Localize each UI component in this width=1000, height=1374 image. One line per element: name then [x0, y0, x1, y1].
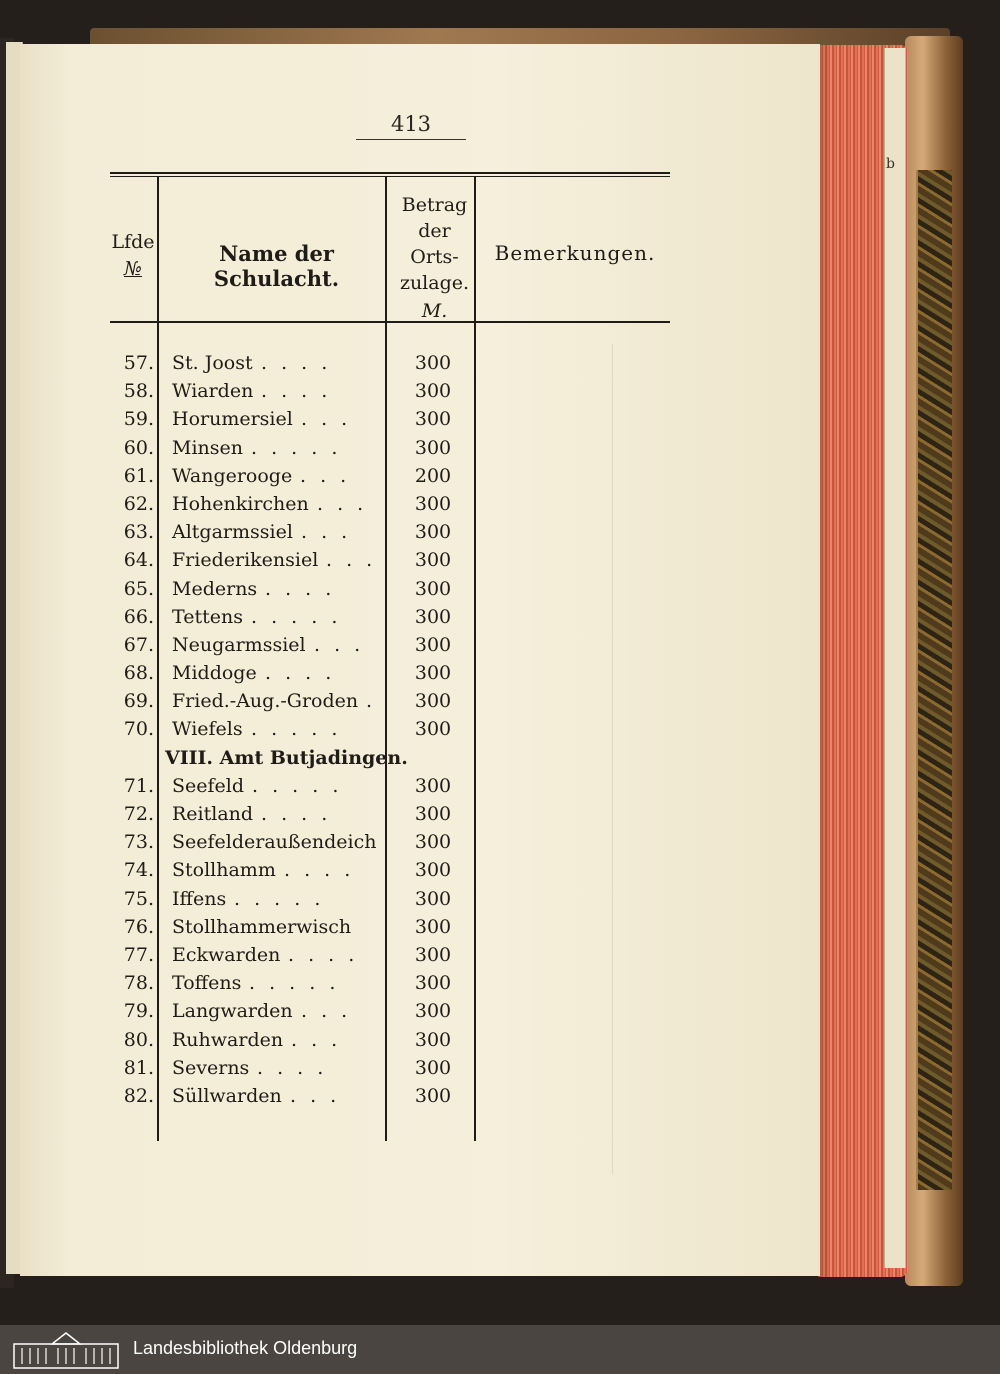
- row-number: 69.: [123, 690, 154, 713]
- school-name: Seefelderaußendeich: [172, 831, 377, 854]
- school-name: Langwarden: [172, 1000, 293, 1023]
- allowance-amount: 300: [414, 662, 452, 685]
- table-header-rule: [110, 321, 670, 323]
- table-row: [20, 1027, 820, 1055]
- row-number: 72.: [123, 803, 154, 825]
- leader-dots: . . .: [326, 549, 377, 572]
- table-row: [20, 378, 820, 406]
- allowance-amount: 300: [414, 803, 452, 825]
- school-name: Minsen: [172, 436, 243, 459]
- allowance-amount: 300: [414, 831, 452, 854]
- footer-library-name: Landesbibliothek Oldenburg: [133, 1338, 358, 1358]
- allowance-amount: 300: [414, 859, 452, 882]
- table-row: [20, 998, 820, 1026]
- school-name: Süllwarden: [172, 1084, 282, 1107]
- row-number: 73.: [123, 831, 154, 854]
- table-row: [20, 942, 820, 970]
- allowance-amount: 300: [414, 352, 452, 374]
- table-row: [20, 547, 820, 575]
- inserted-slip: [884, 48, 906, 1268]
- leader-dots: .: [366, 690, 377, 713]
- table-row: [20, 350, 820, 378]
- row-number: 59.: [123, 408, 154, 431]
- school-name: Stollhamm: [172, 859, 276, 882]
- row-number: 61.: [123, 464, 154, 487]
- header-betrag: [392, 192, 477, 324]
- header-betrag-line2: der: [418, 220, 451, 242]
- table-row: [20, 1055, 820, 1083]
- school-name: Wiefels: [172, 718, 243, 741]
- row-number: 76.: [123, 915, 154, 938]
- leader-dots: . . . .: [265, 662, 336, 685]
- allowance-amount: 300: [414, 1056, 452, 1079]
- header-betrag-unit: M.: [421, 300, 448, 322]
- table-row: [20, 604, 820, 632]
- leader-dots: . . . .: [288, 943, 359, 966]
- allowance-amount: 300: [414, 887, 452, 910]
- leader-dots: . . . .: [261, 380, 332, 403]
- leader-dots: . . .: [300, 464, 351, 487]
- leader-dots: . . . .: [261, 352, 332, 374]
- row-number: 66.: [123, 605, 154, 628]
- leader-dots: . . . . .: [234, 887, 325, 910]
- school-name: Reitland: [172, 803, 254, 825]
- school-name: Tettens: [172, 605, 243, 628]
- table-row: [20, 970, 820, 998]
- row-number: 58.: [123, 380, 154, 403]
- school-name: Severns: [172, 1056, 250, 1079]
- allowance-amount: 300: [414, 521, 452, 544]
- leader-dots: . . . . .: [249, 972, 340, 995]
- table-top-rule-thin: [110, 176, 670, 177]
- table-row: [20, 406, 820, 434]
- table-row: [20, 857, 820, 885]
- table-top-rule: [110, 172, 670, 174]
- school-name: Seefeld: [172, 774, 245, 797]
- leader-dots: . . . .: [257, 1056, 328, 1079]
- row-number: 64.: [123, 549, 154, 572]
- row-number: 82.: [123, 1084, 154, 1107]
- row-number: 57.: [123, 352, 154, 374]
- leader-dots: . . . . .: [251, 718, 342, 741]
- school-name: Hohenkirchen: [172, 492, 309, 515]
- school-name: St. Joost: [172, 352, 253, 374]
- header-betrag-line1: Betrag: [401, 194, 468, 216]
- allowance-amount: 300: [414, 605, 452, 628]
- header-betrag-line3: Orts-: [410, 246, 459, 268]
- row-number: 70.: [123, 718, 154, 741]
- row-number: 65.: [123, 577, 154, 600]
- table-row: [20, 1083, 820, 1111]
- row-number: 74.: [123, 859, 154, 882]
- table-row: [20, 632, 820, 660]
- table-row: [20, 435, 820, 463]
- table-row: [20, 773, 820, 801]
- table-row: [20, 491, 820, 519]
- library-building-icon: [12, 1330, 120, 1370]
- leader-dots: . . . .: [261, 803, 332, 825]
- row-number: 81.: [123, 1056, 154, 1079]
- table-row: [20, 716, 820, 744]
- school-name: Wangerooge: [172, 464, 293, 487]
- book-page: [20, 44, 820, 1276]
- allowance-amount: 300: [414, 915, 452, 938]
- allowance-amount: 300: [414, 492, 452, 515]
- row-number: 68.: [123, 662, 154, 685]
- header-bemerkungen: Bemerkungen.: [494, 241, 656, 265]
- table-row: [20, 886, 820, 914]
- table-body: [20, 350, 820, 1111]
- school-name: Horumersiel: [172, 408, 293, 431]
- table-row: [20, 688, 820, 716]
- section-heading: VIII. Amt Butjadingen.: [165, 746, 408, 769]
- allowance-amount: 300: [414, 690, 452, 713]
- school-name: Neugarmssiel: [172, 633, 306, 656]
- allowance-amount: 300: [414, 972, 452, 995]
- table-row: [20, 576, 820, 604]
- table-row: [20, 660, 820, 688]
- footer-bar: [0, 1325, 1000, 1374]
- school-name: Middoge: [172, 662, 257, 685]
- marbled-board: [916, 170, 952, 1190]
- header-betrag-line4: zulage.: [399, 272, 470, 294]
- row-number: 78.: [123, 972, 154, 995]
- table-row: [20, 463, 820, 491]
- row-number: 79.: [123, 1000, 154, 1023]
- leader-dots: . . . .: [284, 859, 355, 882]
- leader-dots: . . . . .: [252, 774, 343, 797]
- section-heading-row: [20, 745, 820, 773]
- allowance-amount: 300: [414, 633, 452, 656]
- school-name: Ruhwarden: [172, 1028, 284, 1051]
- allowance-amount: 300: [414, 774, 452, 797]
- allowance-amount: 300: [414, 380, 452, 403]
- school-name: Friederikensiel: [172, 549, 319, 572]
- row-number: 67.: [123, 633, 154, 656]
- leader-dots: . . .: [291, 1028, 342, 1051]
- header-lfde-nr: [108, 229, 158, 283]
- allowance-amount: 200: [414, 464, 452, 487]
- allowance-amount: 300: [414, 549, 452, 572]
- row-number: 77.: [123, 943, 154, 966]
- table-row: [20, 519, 820, 547]
- row-number: 75.: [123, 887, 154, 910]
- leader-dots: . . .: [317, 492, 368, 515]
- allowance-amount: 300: [414, 1028, 452, 1051]
- allowance-amount: 300: [414, 1084, 452, 1107]
- header-nr: №: [124, 258, 142, 280]
- leader-dots: . . . . .: [251, 605, 342, 628]
- school-name: Mederns: [172, 577, 258, 600]
- row-number: 80.: [123, 1028, 154, 1051]
- leader-dots: . . . .: [265, 577, 336, 600]
- table-row: [20, 829, 820, 857]
- allowance-amount: 300: [414, 718, 452, 741]
- school-name: Eckwarden: [172, 943, 281, 966]
- table-row: [20, 914, 820, 942]
- leader-dots: . . .: [301, 408, 352, 431]
- leader-dots: . . . . .: [251, 436, 342, 459]
- school-name: Iffens: [172, 887, 227, 910]
- allowance-amount: 300: [414, 577, 452, 600]
- allowance-amount: 300: [414, 436, 452, 459]
- leader-dots: . . .: [314, 633, 365, 656]
- school-name: Altgarmssiel: [172, 521, 293, 544]
- header-name: Name der Schulacht.: [213, 241, 340, 291]
- row-number: 71.: [123, 774, 154, 797]
- row-number: 60.: [123, 436, 154, 459]
- allowance-amount: 300: [414, 408, 452, 431]
- page-number: 413: [390, 112, 432, 136]
- row-number: 63.: [123, 521, 154, 544]
- school-name: Toffens: [172, 972, 242, 995]
- allowance-amount: 300: [414, 943, 452, 966]
- table-row: [20, 801, 820, 829]
- slip-letter: b: [886, 156, 895, 172]
- header-lfde: Lfde: [111, 231, 155, 253]
- page-number-rule: [356, 139, 466, 140]
- school-name: Wiarden: [172, 380, 254, 403]
- leader-dots: . . .: [290, 1084, 341, 1107]
- leader-dots: . . .: [301, 1000, 352, 1023]
- allowance-amount: 300: [414, 1000, 452, 1023]
- school-name: Stollhammerwisch: [172, 915, 352, 938]
- school-name: Fried.-Aug.-Groden: [172, 690, 359, 713]
- row-number: 62.: [123, 492, 154, 515]
- leader-dots: . . .: [301, 521, 352, 544]
